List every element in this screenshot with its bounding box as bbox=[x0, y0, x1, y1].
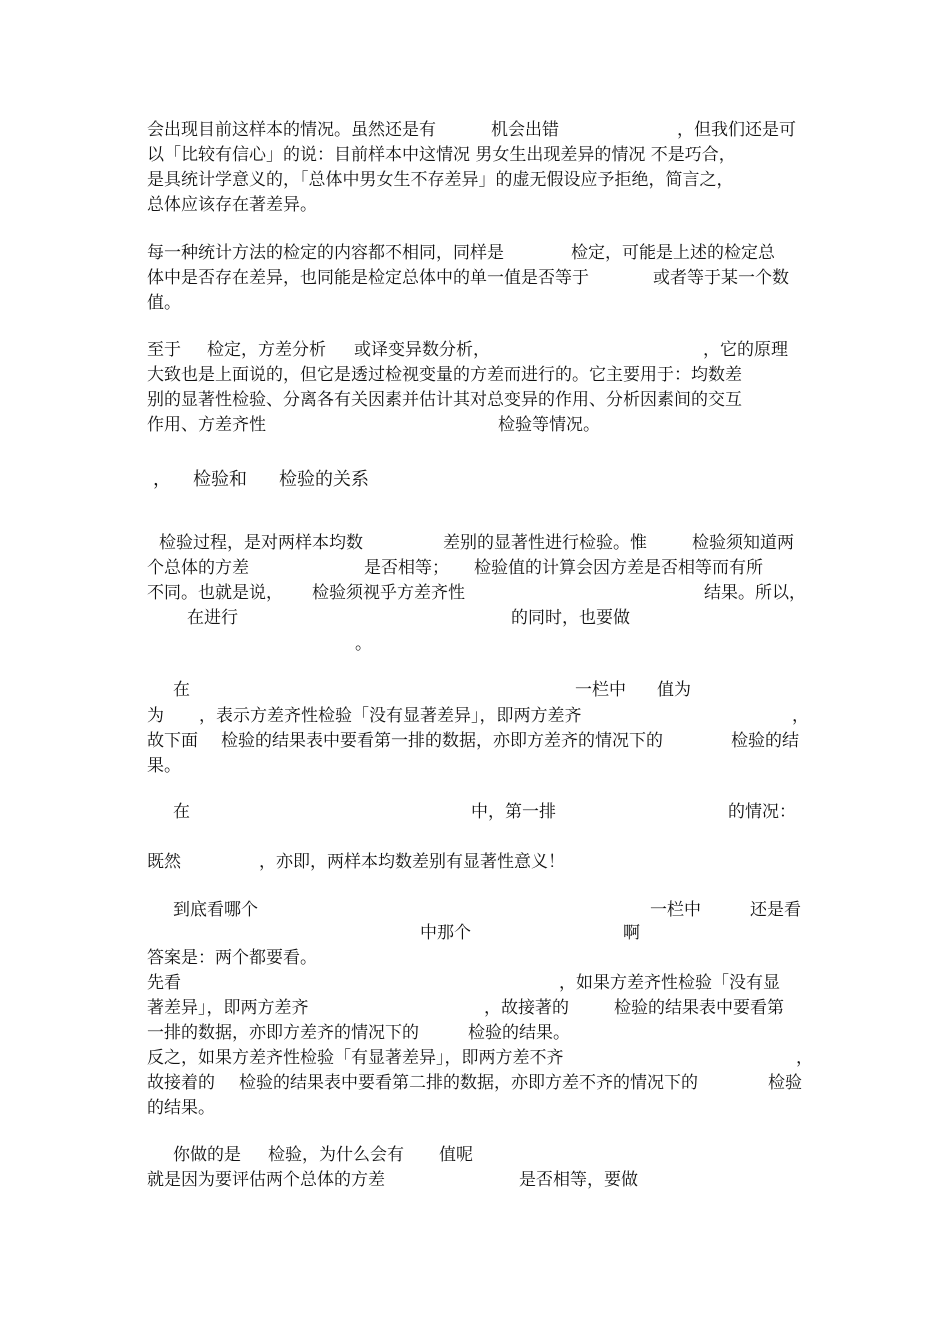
text-segment: 中，第一排 bbox=[471, 802, 556, 822]
p2-line-1 bbox=[147, 241, 807, 265]
text-segment: 结果。所以， bbox=[704, 583, 806, 603]
text-segment: 检验的结果表中要看第二排的数据，亦即方差不齐的情况下的 bbox=[239, 1073, 698, 1093]
text-segment: 为 bbox=[147, 706, 164, 726]
text-segment: 一栏中 bbox=[575, 680, 626, 700]
p4-line-2 bbox=[147, 556, 807, 580]
text-segment: 值呢 bbox=[439, 1145, 473, 1165]
text-segment: 故接着的 bbox=[147, 1073, 215, 1093]
text-segment: 检验，为什么会有 bbox=[268, 1145, 404, 1165]
p4-line-3 bbox=[147, 581, 807, 605]
p3-line-3: 别的显著性检验、分离各有关因素并估计其对总变异的作用、分析因素间的交互 bbox=[147, 390, 742, 410]
heading-segment: 检验和 bbox=[193, 469, 247, 490]
text-segment: 是否相等； bbox=[364, 558, 449, 578]
p3-line-1 bbox=[147, 338, 807, 362]
text-segment: 啊 bbox=[623, 923, 640, 943]
text-segment: ，它的原理 bbox=[703, 340, 788, 360]
heading-segment: ， bbox=[153, 469, 171, 490]
text-segment: 检定，方差分析 bbox=[207, 340, 326, 360]
p1-line-2: 以「比较有信心」的说：目前样本中这情况 男女生出现差异的情况 不是巧合， bbox=[147, 145, 736, 165]
text-segment: 会出现目前这样本的情况。虽然还是有 bbox=[147, 120, 436, 140]
text-segment: 值为 bbox=[657, 680, 691, 700]
text-segment: 的同时，也要做 bbox=[511, 608, 630, 628]
p9-line-1 bbox=[147, 1143, 807, 1167]
p1-line-3: 是具统计学意义的，「总体中男女生不存差异」的虚无假设应予拒绝，简言之， bbox=[147, 170, 734, 190]
p8-line-9: 的结果。 bbox=[147, 1098, 215, 1118]
p1-line-4: 总体应该存在著差异。 bbox=[147, 195, 317, 215]
text-segment: 检验须知道两 bbox=[692, 533, 794, 553]
text-segment: 是否相等，要做 bbox=[519, 1170, 638, 1190]
text-segment: 在 bbox=[173, 802, 190, 822]
text-segment: 检定，可能是上述的检定总 bbox=[571, 243, 775, 263]
text-segment: 每一种统计方法的检定的内容都不相同，同样是 bbox=[147, 243, 504, 263]
text-segment: 检验的结果表中要看第一排的数据，亦即方差齐的情况下的 bbox=[221, 731, 663, 751]
text-segment: 就是因为要评估两个总体的方差 bbox=[147, 1170, 385, 1190]
text-segment: 不同。也就是说， bbox=[147, 583, 283, 603]
text-segment: 到底看哪个 bbox=[173, 900, 258, 920]
text-segment: ，故接著的 bbox=[484, 998, 569, 1018]
p6-line-1 bbox=[147, 800, 807, 824]
p5-line-2 bbox=[147, 704, 807, 728]
p4-line-1 bbox=[147, 531, 807, 555]
text-segment: 检验过程，是对两样本均数 bbox=[159, 533, 363, 553]
p8-line-5 bbox=[147, 996, 807, 1020]
p8-line-1 bbox=[147, 898, 807, 922]
section-heading bbox=[147, 468, 447, 494]
text-segment: 检验的结果。 bbox=[468, 1023, 570, 1043]
p7-line-1 bbox=[147, 850, 807, 874]
p1-line-1 bbox=[147, 118, 807, 142]
text-segment: 反之，如果方差齐性检验「有显著差异」，即两方差不齐 bbox=[147, 1048, 564, 1068]
text-segment: 检验值的计算会因方差是否相等而有所 bbox=[474, 558, 763, 578]
text-segment: 差别的显著性进行检验。惟 bbox=[443, 533, 647, 553]
text-segment: 一排的数据，亦即方差齐的情况下的 bbox=[147, 1023, 419, 1043]
p2-line-2 bbox=[147, 266, 807, 290]
p8-line-4 bbox=[147, 971, 807, 995]
text-segment: ， bbox=[792, 706, 809, 726]
p3-line-4 bbox=[147, 413, 807, 437]
p4-line-5: 。 bbox=[355, 634, 372, 654]
text-segment: 机会出错 bbox=[491, 120, 559, 140]
text-segment: 故下面 bbox=[147, 731, 198, 751]
text-segment: 作用、方差齐性 bbox=[147, 415, 266, 435]
text-segment: 检验 bbox=[768, 1073, 802, 1093]
text-segment: 还是看 bbox=[750, 900, 801, 920]
p8-line-7 bbox=[147, 1046, 813, 1070]
p5-line-4: 果。 bbox=[147, 756, 181, 776]
p2-line-3: 值。 bbox=[147, 293, 181, 313]
text-segment: ，表示方差齐性检验「没有显著差异」，即两方差齐 bbox=[199, 706, 582, 726]
text-segment: ，但我们还是可 bbox=[677, 120, 796, 140]
text-segment: 在 bbox=[173, 680, 190, 700]
text-segment: 检验的结果表中要看第 bbox=[614, 998, 784, 1018]
text-segment: 检验的结 bbox=[731, 731, 799, 751]
p8-line-2 bbox=[147, 921, 807, 945]
text-segment: ，亦即，两样本均数差别有显著性意义！ bbox=[259, 852, 565, 872]
text-segment: 或译变异数分析， bbox=[354, 340, 490, 360]
text-segment: 先看 bbox=[147, 973, 181, 993]
text-segment: 检验须视乎方差齐性 bbox=[312, 583, 465, 603]
p9-line-2 bbox=[147, 1168, 807, 1192]
text-segment: 著差异」，即两方差齐 bbox=[147, 998, 309, 1018]
text-segment: 中那个 bbox=[420, 923, 471, 943]
p8-line-3: 答案是：两个都要看。 bbox=[147, 948, 317, 968]
p8-line-8 bbox=[147, 1071, 807, 1095]
p5-line-1 bbox=[147, 678, 807, 702]
text-segment: 在进行 bbox=[187, 608, 238, 628]
text-segment: 至于 bbox=[147, 340, 181, 360]
text-segment: 或者等于某一个数 bbox=[653, 268, 789, 288]
text-segment: 你做的是 bbox=[173, 1145, 241, 1165]
p8-line-6 bbox=[147, 1021, 807, 1045]
text-segment: 一栏中 bbox=[650, 900, 701, 920]
text-segment: 的情况： bbox=[728, 802, 796, 822]
p3-line-2: 大致也是上面说的，但它是透过检视变量的方差而进行的。它主要用于：均数差 bbox=[147, 365, 742, 385]
text-segment: 体中是否存在差异，也同能是检定总体中的单一值是否等于 bbox=[147, 268, 589, 288]
p5-line-3 bbox=[147, 729, 807, 753]
text-segment: ，如果方差齐性检验「没有显 bbox=[559, 973, 780, 993]
text-segment: 个总体的方差 bbox=[147, 558, 249, 578]
text-segment: 既然 bbox=[147, 852, 181, 872]
p4-line-4 bbox=[147, 606, 807, 630]
text-segment: ， bbox=[796, 1048, 813, 1068]
text-segment: 检验等情况。 bbox=[498, 415, 600, 435]
heading-segment: 检验的关系 bbox=[279, 469, 369, 490]
